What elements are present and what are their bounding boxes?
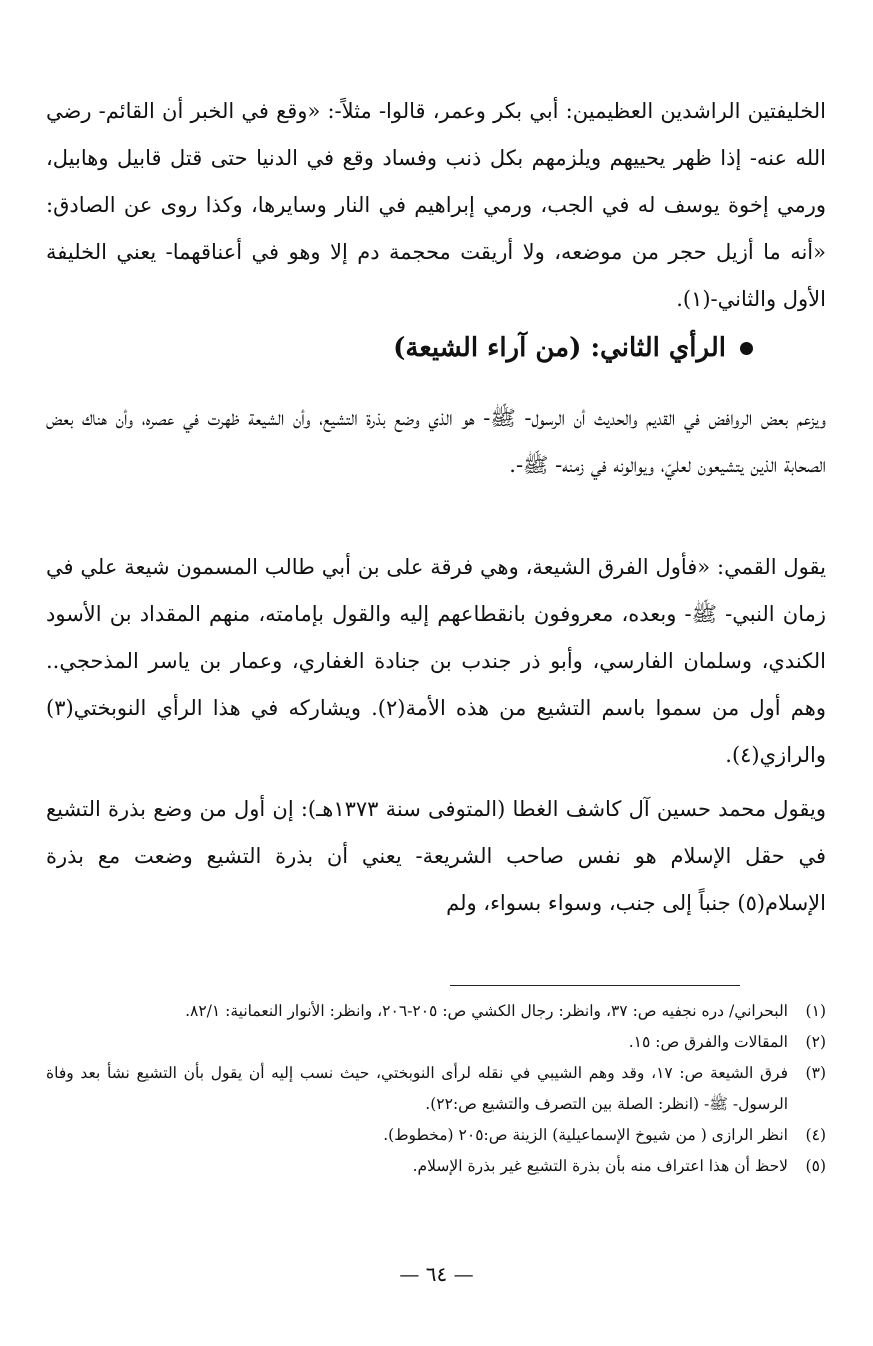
footnote-number: (١) bbox=[805, 1002, 826, 1020]
paragraph-3: يقول القمي: «فأول الفرق الشيعة، وهي فرقة على بن أبي طالب المسمون شيعة علي في زمان النبي- ﷺ- وبعده، معروفون بانقطاعهم إليه والقول بإمامته، منهم المقداد بن الأسود الكندي، وسلمان الفارسي، وأبو ذر جندب بن جنادة الغفاري، وعمار بن ياسر المذحجي.. وهم أول من سموا باسم التشيع من هذه الأمة(٢). ويشاركه في هذا الرأي النوبختي(٣) والرازي(٤). bbox=[46, 555, 826, 767]
footnote-text: المقالات والفرق ص: ١٥. bbox=[628, 1033, 788, 1051]
footnote-number: (٤) bbox=[805, 1126, 826, 1144]
paragraph-2: ويزعم بعض الروافض في القديم والحديث أن الرسول- ﷺ- هو الذي وضع بذرة التشيع، وأن الشيعة ظهرت في عصره، وأن هناك بعض الصحابة الذين يتشيعون لعليّ، ويوالونه في زمنه- ﷺ-. bbox=[46, 406, 826, 477]
footnote-text: البحراني/ دره نجفيه ص: ٣٧، وانظر: رجال الكشي ص: ٢٠٥-٢٠٦، وانظر: الأنوار النعمانية: ٨٢/١. bbox=[185, 1002, 788, 1020]
footnote-divider bbox=[450, 985, 740, 986]
footnote-text: انظر الرازى ( من شيوخ الإسماعيلية) الزينة ص:٢٠٥ (مخطوط). bbox=[383, 1126, 788, 1144]
section-heading bbox=[393, 333, 753, 363]
footnote-number: (٣) bbox=[805, 1064, 826, 1082]
bullet-icon bbox=[740, 342, 753, 355]
footnote-number: (٢) bbox=[805, 1033, 826, 1051]
footnote-item bbox=[46, 1151, 826, 1182]
section-heading-text: الرأي الثاني: (من آراء الشيعة) bbox=[393, 333, 726, 363]
paragraph-4: ويقول محمد حسين آل كاشف الغطا (المتوفى سنة ١٣٧٣هـ): إن أول من وضع بذرة التشيع في حقل الإسلام هو نفس صاحب الشريعة- يعني أن بذرة التشيع وضعت مع بذرة الإسلام(٥) جنباً إلى جنب، وسواء بسواء، ولم bbox=[46, 797, 827, 915]
footnote-number: (٥) bbox=[805, 1157, 826, 1175]
footnote-item bbox=[46, 1027, 826, 1058]
footnote-text: لاحظ أن هذا اعتراف منه بأن بذرة التشيع غير بذرة الإسلام. bbox=[412, 1157, 788, 1175]
page-number: — ٦٤ — bbox=[399, 1262, 474, 1286]
paragraph-1: الخليفتين الراشدين العظيمين: أبي بكر وعمر، قالوا- مثلاً-: «وقع في الخبر أن القائم- رضي الله عنه- إذا ظهر يحييهم ويلزمهم بكل ذنب وفساد وقع في الدنيا حتى قتل قابيل وهابيل، ورمي إخوة يوسف له في الجب، ورمي إبراهيم في النار وسايرها، وكذا روى عن الصادق: «أنه ما أزيل حجر من موضعه، ولا أريقت محجمة دم إلا وهو في أعناقهما- يعني الخليفة الأول والثاني-(١). bbox=[46, 99, 826, 311]
footnote-item bbox=[46, 1058, 826, 1120]
footnote-item bbox=[46, 996, 826, 1027]
footnote-item bbox=[46, 1120, 826, 1151]
footnote-text: فرق الشيعة ص: ١٧، وقد وهم الشيبي في نقله لرأى النوبختي، حيث نسب إليه أن يقول بأن التشيع نشأ بعد وفاة الرسول- ﷺ- (انظر: الصلة بين التصرف والتشيع ص:٢٢). bbox=[46, 1064, 788, 1113]
footnotes bbox=[46, 996, 826, 1182]
